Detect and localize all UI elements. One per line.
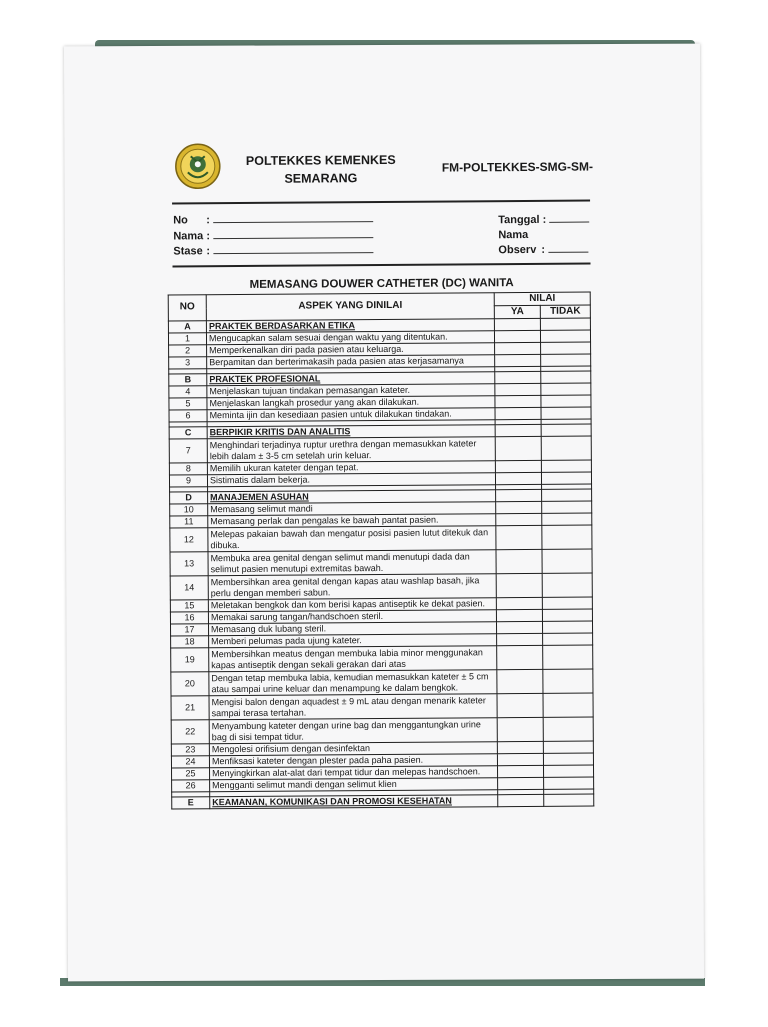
item-number: 8	[169, 463, 207, 475]
tidak-cell[interactable]	[541, 354, 591, 366]
item-text: Memasang selimut mandi	[208, 502, 496, 516]
tanggal-label: Tanggal	[498, 213, 540, 227]
ya-cell[interactable]	[495, 472, 541, 484]
table-row	[169, 436, 591, 463]
item-number: 18	[171, 636, 209, 648]
item-number: 7	[169, 439, 207, 463]
ya-cell[interactable]	[494, 330, 540, 342]
ya-cell[interactable]	[496, 549, 542, 573]
tidak-cell[interactable]	[542, 621, 592, 633]
stase-field	[173, 243, 373, 257]
item-text: Memilih ukuran kateter dengan tepat.	[207, 461, 495, 475]
institution-emblem-icon	[174, 142, 222, 190]
ya-cell[interactable]	[496, 621, 542, 633]
ya-cell[interactable]	[495, 436, 541, 460]
item-text: Membersihkan meatus dengan membuka labia minor menggunakan kapas antiseptik dengan sekali gerakan dari atas	[209, 646, 497, 672]
tidak-cell[interactable]	[544, 777, 594, 789]
ya-cell[interactable]	[495, 407, 541, 419]
tidak-cell[interactable]	[541, 395, 591, 407]
nama-field	[173, 228, 373, 242]
tidak-cell[interactable]	[540, 330, 590, 342]
section-title: PRAKTEK BERDASARKAN ETIKA	[206, 319, 494, 333]
tidak-cell[interactable]	[541, 342, 591, 354]
stase-label: Stase	[173, 245, 203, 258]
tidak-cell[interactable]	[543, 741, 593, 753]
item-text: Mengisi balon dengan aquadest ± 9 mL atau dengan menarik kateter sampai terasa tertahan.	[209, 694, 497, 720]
item-number: 10	[170, 504, 208, 516]
item-text: Melepas pakaian bawah dan mengatur posisi pasien lutut ditekuk dan dibuka.	[208, 526, 496, 552]
item-text: Menjelaskan langkah prosedur yang akan dilakukan.	[207, 396, 495, 410]
col-header-aspect: ASPEK YANG DINILAI	[206, 293, 494, 321]
form-title: MEMASANG DOUWER CATHETER (DC) WANITA	[249, 277, 514, 291]
tidak-cell[interactable]	[541, 383, 591, 395]
section-id: C	[169, 427, 207, 439]
section-title: PRAKTEK PROFESIONAL	[207, 372, 495, 386]
item-number: 23	[171, 744, 209, 756]
no-label: No	[173, 214, 188, 227]
item-number: 22	[171, 720, 209, 744]
assessment-table	[168, 292, 595, 810]
item-text: Menghindari terjadinya ruptur urethra dengan memasukkan kateter lebih dalam ± 3-5 cm setelah urin keluar.	[207, 437, 495, 463]
section-id: E	[172, 797, 210, 809]
tidak-cell[interactable]	[541, 371, 591, 383]
item-text: Mengolesi orifisium dengan desinfektan	[209, 742, 497, 756]
item-number: 11	[170, 516, 208, 528]
item-text: Mengganti selimut mandi dengan selimut klien	[210, 778, 498, 792]
tidak-cell[interactable]	[543, 717, 593, 741]
colon: :	[206, 214, 210, 227]
ya-cell[interactable]	[497, 765, 543, 777]
item-text: Berpamitan dan berterimakasih pada pasien atas kerjasamanya	[207, 355, 495, 369]
item-text: Memberi pelumas pada ujung kateter.	[209, 634, 497, 648]
ya-cell[interactable]	[497, 645, 543, 669]
section-id: D	[170, 492, 208, 504]
tidak-cell[interactable]	[541, 460, 591, 472]
nama-input-line	[213, 228, 373, 239]
table-row	[170, 573, 592, 600]
institution-name	[241, 151, 401, 188]
tidak-cell[interactable]	[543, 645, 593, 669]
item-number: 3	[169, 357, 207, 369]
table-row	[171, 669, 593, 696]
ya-cell[interactable]	[494, 318, 540, 330]
item-number: 6	[169, 410, 207, 422]
ya-cell[interactable]	[496, 501, 542, 513]
col-header-ya: YA	[494, 305, 540, 318]
colon: :	[206, 245, 211, 258]
item-text: Memasang duk lubang steril.	[208, 622, 496, 636]
tidak-cell[interactable]	[542, 609, 592, 621]
table-row	[171, 693, 593, 720]
section-id: A	[168, 321, 206, 333]
fields-divider	[172, 263, 590, 268]
item-text: Sistimatis dalam bekerja.	[207, 473, 495, 487]
colon: :	[541, 243, 546, 256]
item-text: Menjelaskan tujuan tindakan pemasangan kateter.	[207, 384, 495, 398]
item-text: Meminta ijin dan kesediaan pasien untuk dilakukan tindakan.	[207, 408, 495, 422]
item-text: Dengan tetap membuka labia, kemudian memasukkan kateter ± 5 cm atau sampai urine keluar dan menampung ke dalam bengkok.	[209, 670, 497, 696]
section-title: BERPIKIR KRITIS DAN ANALITIS	[207, 425, 495, 439]
tidak-cell[interactable]	[542, 489, 592, 501]
tidak-cell[interactable]	[542, 573, 592, 597]
item-number: 4	[169, 386, 207, 398]
nama-right-label: Nama	[498, 228, 529, 242]
ya-cell[interactable]	[496, 573, 542, 597]
form-code: FM-POLTEKKES-SMG-SM-	[441, 159, 593, 175]
ya-cell[interactable]	[495, 371, 541, 383]
table-row	[170, 549, 592, 576]
ya-cell[interactable]	[496, 609, 542, 621]
colon: :	[542, 213, 547, 226]
item-text: Memasang perlak dan pengalas ke bawah pantat pasien.	[208, 514, 496, 528]
stase-input-line	[213, 243, 373, 254]
item-text: Menyambung kateter dengan urine bag dan menggantungkan urine bag di sisi tempat tidur.	[209, 718, 497, 744]
item-text: Meletakan bengkok dan kom berisi kapas antiseptik ke dekat pasien.	[208, 598, 496, 612]
table-row	[171, 717, 593, 744]
ya-cell[interactable]	[498, 777, 544, 789]
tidak-cell[interactable]	[541, 407, 591, 419]
tidak-cell[interactable]	[543, 633, 593, 645]
ya-cell[interactable]	[496, 489, 542, 501]
ya-cell[interactable]	[496, 597, 542, 609]
nama-right-field	[498, 229, 528, 241]
col-header-nilai: NILAI	[494, 292, 590, 306]
item-number: 26	[172, 780, 210, 792]
tidak-cell[interactable]	[541, 472, 591, 484]
section-id: B	[169, 374, 207, 386]
tidak-cell[interactable]	[542, 525, 592, 549]
ya-cell[interactable]	[495, 354, 541, 366]
item-text: Membuka area genital dengan selimut mandi menutupi dada dan selimut pasien menutupi extremitas bawah.	[208, 550, 496, 576]
tidak-cell[interactable]	[541, 436, 591, 460]
ya-cell[interactable]	[497, 717, 543, 741]
item-number: 19	[171, 648, 209, 672]
colon: :	[206, 230, 211, 243]
tidak-cell[interactable]	[543, 765, 593, 777]
ya-cell[interactable]	[498, 794, 544, 806]
ya-cell[interactable]	[497, 633, 543, 645]
tidak-cell[interactable]	[543, 669, 593, 693]
table-body	[168, 318, 593, 809]
ya-cell[interactable]	[496, 513, 542, 525]
item-text: Memperkenalkan diri pada pasien atau keluarga.	[207, 343, 495, 357]
table-row	[170, 525, 592, 552]
tidak-cell[interactable]	[542, 501, 592, 513]
observ-field	[498, 243, 588, 257]
ya-cell[interactable]	[495, 383, 541, 395]
item-number: 13	[170, 552, 208, 576]
observ-label: Observ	[498, 243, 537, 257]
item-number: 20	[171, 672, 209, 696]
tanggal-input-line	[549, 213, 589, 223]
section-title: KEAMANAN, KOMUNIKASI DAN PROMOSI KESEHATAN	[210, 795, 498, 809]
col-header-no: NO	[168, 295, 206, 321]
tidak-cell[interactable]	[544, 794, 594, 806]
item-number: 21	[171, 696, 209, 720]
item-number: 17	[171, 624, 209, 636]
item-number: 15	[170, 600, 208, 612]
item-number: 9	[169, 475, 207, 487]
tidak-cell[interactable]	[540, 318, 590, 330]
item-number: 14	[170, 576, 208, 600]
item-text: Membersihkan area genital dengan kapas atau washlap basah, jika perlu dengan memberi sabun.	[208, 574, 496, 600]
table-row	[171, 645, 593, 672]
no-input-line	[213, 212, 373, 223]
ya-cell[interactable]	[495, 395, 541, 407]
observ-input-line	[548, 243, 588, 253]
nama-label: Nama	[173, 230, 204, 243]
item-number: 25	[172, 768, 210, 780]
tidak-cell[interactable]	[542, 513, 592, 525]
ya-cell[interactable]	[496, 525, 542, 549]
tanggal-field	[498, 213, 589, 227]
ya-cell[interactable]	[497, 741, 543, 753]
ya-cell[interactable]	[495, 424, 541, 436]
item-text: Mengucapkan salam sesuai dengan waktu yang ditentukan.	[206, 331, 494, 345]
item-number: 1	[168, 333, 206, 345]
section-title: MANAJEMEN ASUHAN	[208, 490, 496, 504]
tidak-cell[interactable]	[541, 424, 591, 436]
item-number: 12	[170, 528, 208, 552]
institution-line1: POLTEKKES KEMENKES	[245, 152, 396, 168]
tidak-cell[interactable]	[542, 549, 592, 573]
tidak-cell[interactable]	[543, 693, 593, 717]
ya-cell[interactable]	[497, 693, 543, 717]
tidak-cell[interactable]	[543, 753, 593, 765]
item-number: 24	[171, 756, 209, 768]
col-header-tidak: TIDAK	[540, 305, 590, 318]
tidak-cell[interactable]	[542, 597, 592, 609]
item-number: 2	[169, 345, 207, 357]
no-field	[173, 212, 373, 226]
section-row	[172, 794, 594, 809]
item-text: Memakai sarung tangan/handschoen steril.	[208, 610, 496, 624]
item-number: 5	[169, 398, 207, 410]
item-text: Menyingkirkan alat-alat dari tempat tidur dan melepas handschoen.	[210, 766, 498, 780]
institution-line2: SEMARANG	[284, 171, 358, 186]
item-number: 16	[170, 612, 208, 624]
ya-cell[interactable]	[497, 753, 543, 765]
ya-cell[interactable]	[495, 342, 541, 354]
item-text: Menfiksasi kateter dengan plester pada paha pasien.	[209, 754, 497, 768]
header-divider	[172, 200, 590, 205]
ya-cell[interactable]	[497, 669, 543, 693]
ya-cell[interactable]	[495, 460, 541, 472]
